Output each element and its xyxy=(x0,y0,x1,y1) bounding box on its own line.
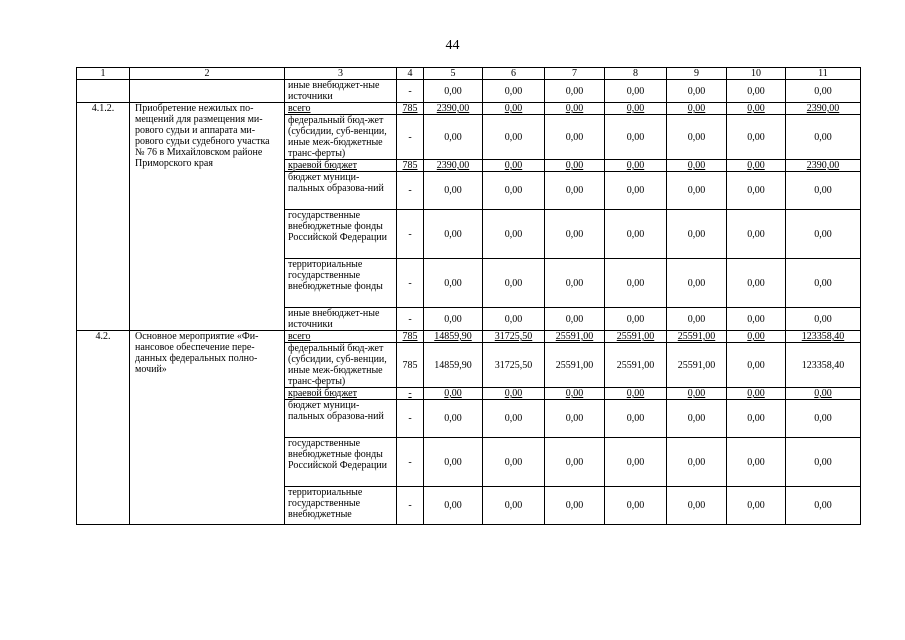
value-cell: 0,00 xyxy=(667,259,727,308)
header-cell-1: 1 xyxy=(77,68,130,80)
value-cell: 0,00 xyxy=(667,400,727,438)
page-number: 44 xyxy=(445,38,460,53)
value-cell: 0,00 xyxy=(545,115,605,160)
value-cell: 0,00 xyxy=(483,438,545,487)
value-cell: 0,00 xyxy=(727,400,786,438)
value-cell: 785 xyxy=(397,331,424,343)
value-cell: 25591,00 xyxy=(667,343,727,388)
value-cell: 0,00 xyxy=(483,400,545,438)
item-number-cell: 4.2. xyxy=(77,331,130,525)
value-cell: 0,00 xyxy=(727,80,786,103)
value-cell: 0,00 xyxy=(424,308,483,331)
value-cell: 0,00 xyxy=(727,388,786,400)
value-cell: 0,00 xyxy=(667,308,727,331)
value-cell: 0,00 xyxy=(605,308,667,331)
value-cell: 14859,90 xyxy=(424,343,483,388)
funding-source-cell: бюджет муници-пальных образова-ний xyxy=(285,400,397,438)
value-cell: 0,00 xyxy=(545,487,605,525)
value-cell: 0,00 xyxy=(786,438,861,487)
value-cell: 0,00 xyxy=(786,388,861,400)
value-cell: 0,00 xyxy=(667,172,727,210)
value-cell: 0,00 xyxy=(667,160,727,172)
funding-source-cell: государственные внебюджетные фонды Российской Федерации xyxy=(285,438,397,487)
value-cell: 0,00 xyxy=(424,259,483,308)
value-cell: 0,00 xyxy=(483,259,545,308)
value-cell: 0,00 xyxy=(483,388,545,400)
value-cell: 0,00 xyxy=(727,210,786,259)
value-cell: 0,00 xyxy=(727,308,786,331)
value-cell: 123358,40 xyxy=(786,331,861,343)
value-cell: 25591,00 xyxy=(605,343,667,388)
value-cell: 0,00 xyxy=(545,388,605,400)
value-cell: 0,00 xyxy=(545,172,605,210)
header-cell-7: 7 xyxy=(545,68,605,80)
value-cell: 25591,00 xyxy=(667,331,727,343)
value-cell: 0,00 xyxy=(483,172,545,210)
value-cell: 0,00 xyxy=(786,115,861,160)
value-cell: 25591,00 xyxy=(605,331,667,343)
value-cell: 31725,50 xyxy=(483,331,545,343)
value-cell: 0,00 xyxy=(667,103,727,115)
value-cell: 0,00 xyxy=(786,308,861,331)
value-cell: - xyxy=(397,308,424,331)
value-cell: 0,00 xyxy=(786,172,861,210)
value-cell: 0,00 xyxy=(424,115,483,160)
value-cell: 2390,00 xyxy=(424,103,483,115)
value-cell: 0,00 xyxy=(667,438,727,487)
table-row xyxy=(77,103,861,115)
value-cell: 0,00 xyxy=(545,160,605,172)
funding-source-cell: всего xyxy=(285,103,397,115)
value-cell: 0,00 xyxy=(483,210,545,259)
value-cell: 0,00 xyxy=(424,210,483,259)
value-cell: 785 xyxy=(397,103,424,115)
row-number-cell xyxy=(77,80,130,103)
value-cell: 0,00 xyxy=(605,115,667,160)
value-cell: - xyxy=(397,80,424,103)
value-cell: 0,00 xyxy=(727,172,786,210)
item-name-cell: Основное мероприятие «Фи-нансовое обеспечение пере-данных федеральных полно-мочий» xyxy=(130,331,285,525)
value-cell: 123358,40 xyxy=(786,343,861,388)
value-cell: 0,00 xyxy=(605,80,667,103)
value-cell: 0,00 xyxy=(786,80,861,103)
funding-source-cell: государственные внебюджетные фонды Российской Федерации xyxy=(285,210,397,259)
value-cell: - xyxy=(397,172,424,210)
value-cell: 25591,00 xyxy=(545,343,605,388)
value-cell: 0,00 xyxy=(727,115,786,160)
value-cell: 14859,90 xyxy=(424,331,483,343)
value-cell: 0,00 xyxy=(483,103,545,115)
value-cell: 0,00 xyxy=(605,487,667,525)
item-number-cell: 4.1.2. xyxy=(77,103,130,331)
row-name-cell xyxy=(130,80,285,103)
value-cell: 0,00 xyxy=(667,388,727,400)
header-cell-11: 11 xyxy=(786,68,861,80)
value-cell: 0,00 xyxy=(605,400,667,438)
value-cell: 0,00 xyxy=(605,172,667,210)
value-cell: 0,00 xyxy=(605,103,667,115)
funding-source-cell: территориальные государственные внебюджетные фонды xyxy=(285,259,397,308)
budget-table xyxy=(76,67,861,525)
header-cell-9: 9 xyxy=(667,68,727,80)
value-cell: 0,00 xyxy=(483,308,545,331)
value-cell: 0,00 xyxy=(545,308,605,331)
value-cell: 0,00 xyxy=(667,115,727,160)
value-cell: 0,00 xyxy=(545,210,605,259)
value-cell: 0,00 xyxy=(667,80,727,103)
value-cell: 785 xyxy=(397,160,424,172)
value-cell: 0,00 xyxy=(424,388,483,400)
value-cell: - xyxy=(397,438,424,487)
funding-source-cell: иные внебюджет-ные источники xyxy=(285,80,397,103)
value-cell: - xyxy=(397,259,424,308)
funding-source-cell: краевой бюджет xyxy=(285,388,397,400)
value-cell: 0,00 xyxy=(545,400,605,438)
value-cell: 0,00 xyxy=(483,487,545,525)
value-cell: 25591,00 xyxy=(545,331,605,343)
value-cell: 0,00 xyxy=(727,259,786,308)
value-cell: 0,00 xyxy=(424,438,483,487)
value-cell: - xyxy=(397,400,424,438)
value-cell: 0,00 xyxy=(786,259,861,308)
value-cell: 0,00 xyxy=(667,210,727,259)
header-cell-2: 2 xyxy=(130,68,285,80)
value-cell: 785 xyxy=(397,343,424,388)
value-cell: 31725,50 xyxy=(483,343,545,388)
value-cell: 0,00 xyxy=(786,487,861,525)
header-cell-10: 10 xyxy=(727,68,786,80)
value-cell: 0,00 xyxy=(424,172,483,210)
header-cell-3: 3 xyxy=(285,68,397,80)
value-cell: 0,00 xyxy=(424,487,483,525)
value-cell: 0,00 xyxy=(727,160,786,172)
funding-source-cell: территориальные государственные внебюджетные xyxy=(285,487,397,525)
funding-source-cell: иные внебюджет-ные источники xyxy=(285,308,397,331)
value-cell: 0,00 xyxy=(605,210,667,259)
value-cell: 0,00 xyxy=(483,160,545,172)
value-cell: 0,00 xyxy=(727,343,786,388)
funding-source-cell: федеральный бюд-жет (субсидии, суб-венции, иные меж-бюджетные транс-ферты) xyxy=(285,115,397,160)
value-cell: 0,00 xyxy=(727,487,786,525)
table-row xyxy=(77,80,861,103)
value-cell: 0,00 xyxy=(667,487,727,525)
value-cell: 0,00 xyxy=(605,160,667,172)
value-cell: 0,00 xyxy=(727,331,786,343)
value-cell: - xyxy=(397,487,424,525)
value-cell: 0,00 xyxy=(545,80,605,103)
value-cell: 2390,00 xyxy=(786,160,861,172)
value-cell: 0,00 xyxy=(727,103,786,115)
value-cell: - xyxy=(397,115,424,160)
value-cell: 0,00 xyxy=(545,259,605,308)
funding-source-cell: федеральный бюд-жет (субсидии, суб-венции, иные меж-бюджетные транс-ферты) xyxy=(285,343,397,388)
header-cell-4: 4 xyxy=(397,68,424,80)
value-cell: 0,00 xyxy=(424,80,483,103)
value-cell: 0,00 xyxy=(545,103,605,115)
value-cell: 0,00 xyxy=(605,438,667,487)
header-cell-6: 6 xyxy=(483,68,545,80)
value-cell: - xyxy=(397,210,424,259)
header-cell-8: 8 xyxy=(605,68,667,80)
table-row xyxy=(77,331,861,343)
value-cell: 0,00 xyxy=(727,438,786,487)
funding-source-cell: краевой бюджет xyxy=(285,160,397,172)
value-cell: 0,00 xyxy=(545,438,605,487)
value-cell: - xyxy=(397,388,424,400)
item-name-cell: Приобретение нежилых по-мещений для размещения ми-рового судьи и аппарата ми-рового судьи судебного участка № 76 в Михайловском районе Приморского края xyxy=(130,103,285,331)
value-cell: 0,00 xyxy=(424,400,483,438)
value-cell: 0,00 xyxy=(605,259,667,308)
header-cell-5: 5 xyxy=(424,68,483,80)
value-cell: 2390,00 xyxy=(424,160,483,172)
value-cell: 0,00 xyxy=(786,210,861,259)
value-cell: 0,00 xyxy=(483,80,545,103)
value-cell: 2390,00 xyxy=(786,103,861,115)
funding-source-cell: всего xyxy=(285,331,397,343)
value-cell: 0,00 xyxy=(483,115,545,160)
header-row xyxy=(77,68,861,80)
funding-source-cell: бюджет муници-пальных образова-ний xyxy=(285,172,397,210)
value-cell: 0,00 xyxy=(786,400,861,438)
value-cell: 0,00 xyxy=(605,388,667,400)
